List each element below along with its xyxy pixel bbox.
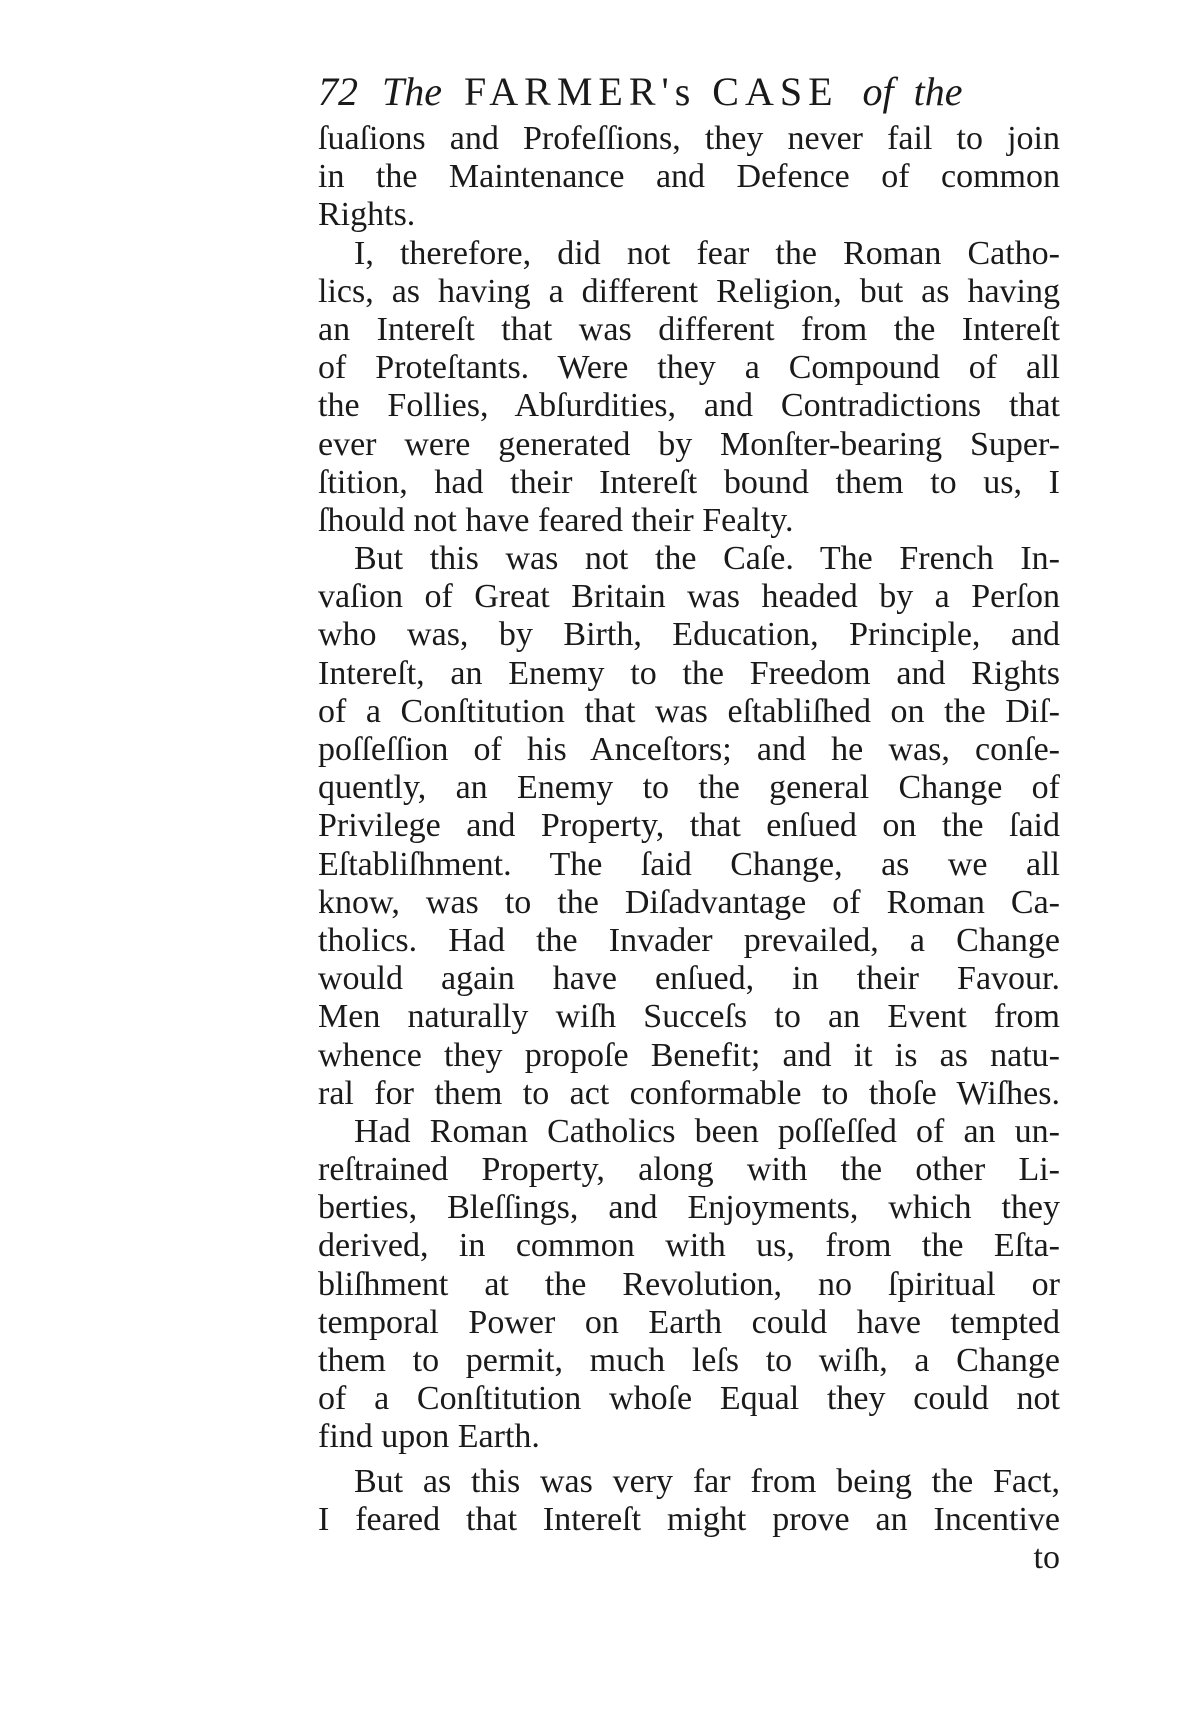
text-line: Men naturally wiſh Succeſs to an Event from	[318, 998, 1060, 1036]
text-line: But as this was very far from being the Fact,	[354, 1462, 1060, 1500]
header-of: of	[862, 69, 894, 114]
text-line: whence they propoſe Benefit; and it is as natu-	[318, 1036, 1060, 1074]
text-line: reſtrained Property, along with the other Li-	[318, 1151, 1060, 1189]
text-line: know, was to the Diſadvantage of Roman Ca-	[318, 883, 1060, 921]
text-line: derived, in common with us, from the Eſta-	[318, 1227, 1060, 1265]
text-line: Had Roman Catholics been poſſeſſed of an un-	[354, 1112, 1060, 1150]
text-line: Intereſt, an Enemy to the Freedom and Rights	[318, 654, 1060, 692]
text-line: Eſtabliſhment. The ſaid Change, as we all	[318, 845, 1060, 883]
text-line: I feared that Intereſt might prove an Incentive	[318, 1500, 1060, 1538]
text-line: But this was not the Caſe. The French In-	[354, 540, 1060, 578]
page-body-text	[318, 120, 1060, 1577]
text-line: who was, by Birth, Education, Principle, and	[318, 616, 1060, 654]
text-line: find upon Earth.	[318, 1418, 540, 1456]
running-header	[318, 62, 1058, 122]
text-line: tholics. Had the Invader prevailed, a Change	[318, 921, 1060, 959]
header-the: The	[382, 69, 442, 114]
text-line: would again have enſued, in their Favour.	[318, 960, 1060, 998]
page-number: 72	[318, 69, 358, 114]
text-line: ſuaſions and Profeſſions, they never fail to join	[318, 120, 1060, 157]
text-line: temporal Power on Earth could have tempted	[318, 1303, 1060, 1341]
text-line: poſſeſſion of his Anceſtors; and he was, conſe-	[318, 731, 1060, 768]
text-line: ſtition, had their Intereſt bound them to us, I	[318, 463, 1060, 501]
text-line: Privilege and Property, that enſued on the ſaid	[318, 807, 1060, 845]
text-line: lics, as having a different Religion, but as having	[318, 272, 1060, 310]
text-line: an Intereſt that was different from the Intereſt	[318, 310, 1060, 348]
text-line: of Proteſtants. Were they a Compound of all	[318, 349, 1060, 387]
text-line: berties, Bleſſings, and Enjoyments, which they	[318, 1189, 1060, 1227]
text-line: the Follies, Abſurdities, and Contradictions that	[318, 387, 1060, 425]
text-line: I, therefore, did not fear the Roman Catho-	[354, 234, 1060, 272]
text-line: quently, an Enemy to the general Change of	[318, 769, 1060, 807]
text-line: bliſhment at the Revolution, no ſpiritual or	[318, 1265, 1060, 1303]
text-line: them to permit, much leſs to wiſh, a Change	[318, 1342, 1060, 1379]
catchword: to	[1033, 1538, 1060, 1576]
text-line: of a Conſtitution that was eſtabliſhed on the Diſ-	[318, 692, 1060, 730]
text-line: ral for them to act conformable to thoſe Wiſhes.	[318, 1074, 1060, 1112]
text-line: in the Maintenance and Defence of common	[318, 158, 1060, 196]
text-line: of a Conſtitution whoſe Equal they could not	[318, 1380, 1060, 1418]
text-line: ever were generated by Monſter-bearing Super-	[318, 425, 1060, 463]
header-title: FARMER's CASE	[464, 69, 839, 114]
text-line: ſhould not have feared their Fealty.	[318, 501, 794, 539]
header-the-suffix: the	[913, 69, 963, 114]
text-line: vaſion of Great Britain was headed by a Perſon	[318, 578, 1060, 616]
text-line: Rights.	[318, 196, 416, 234]
